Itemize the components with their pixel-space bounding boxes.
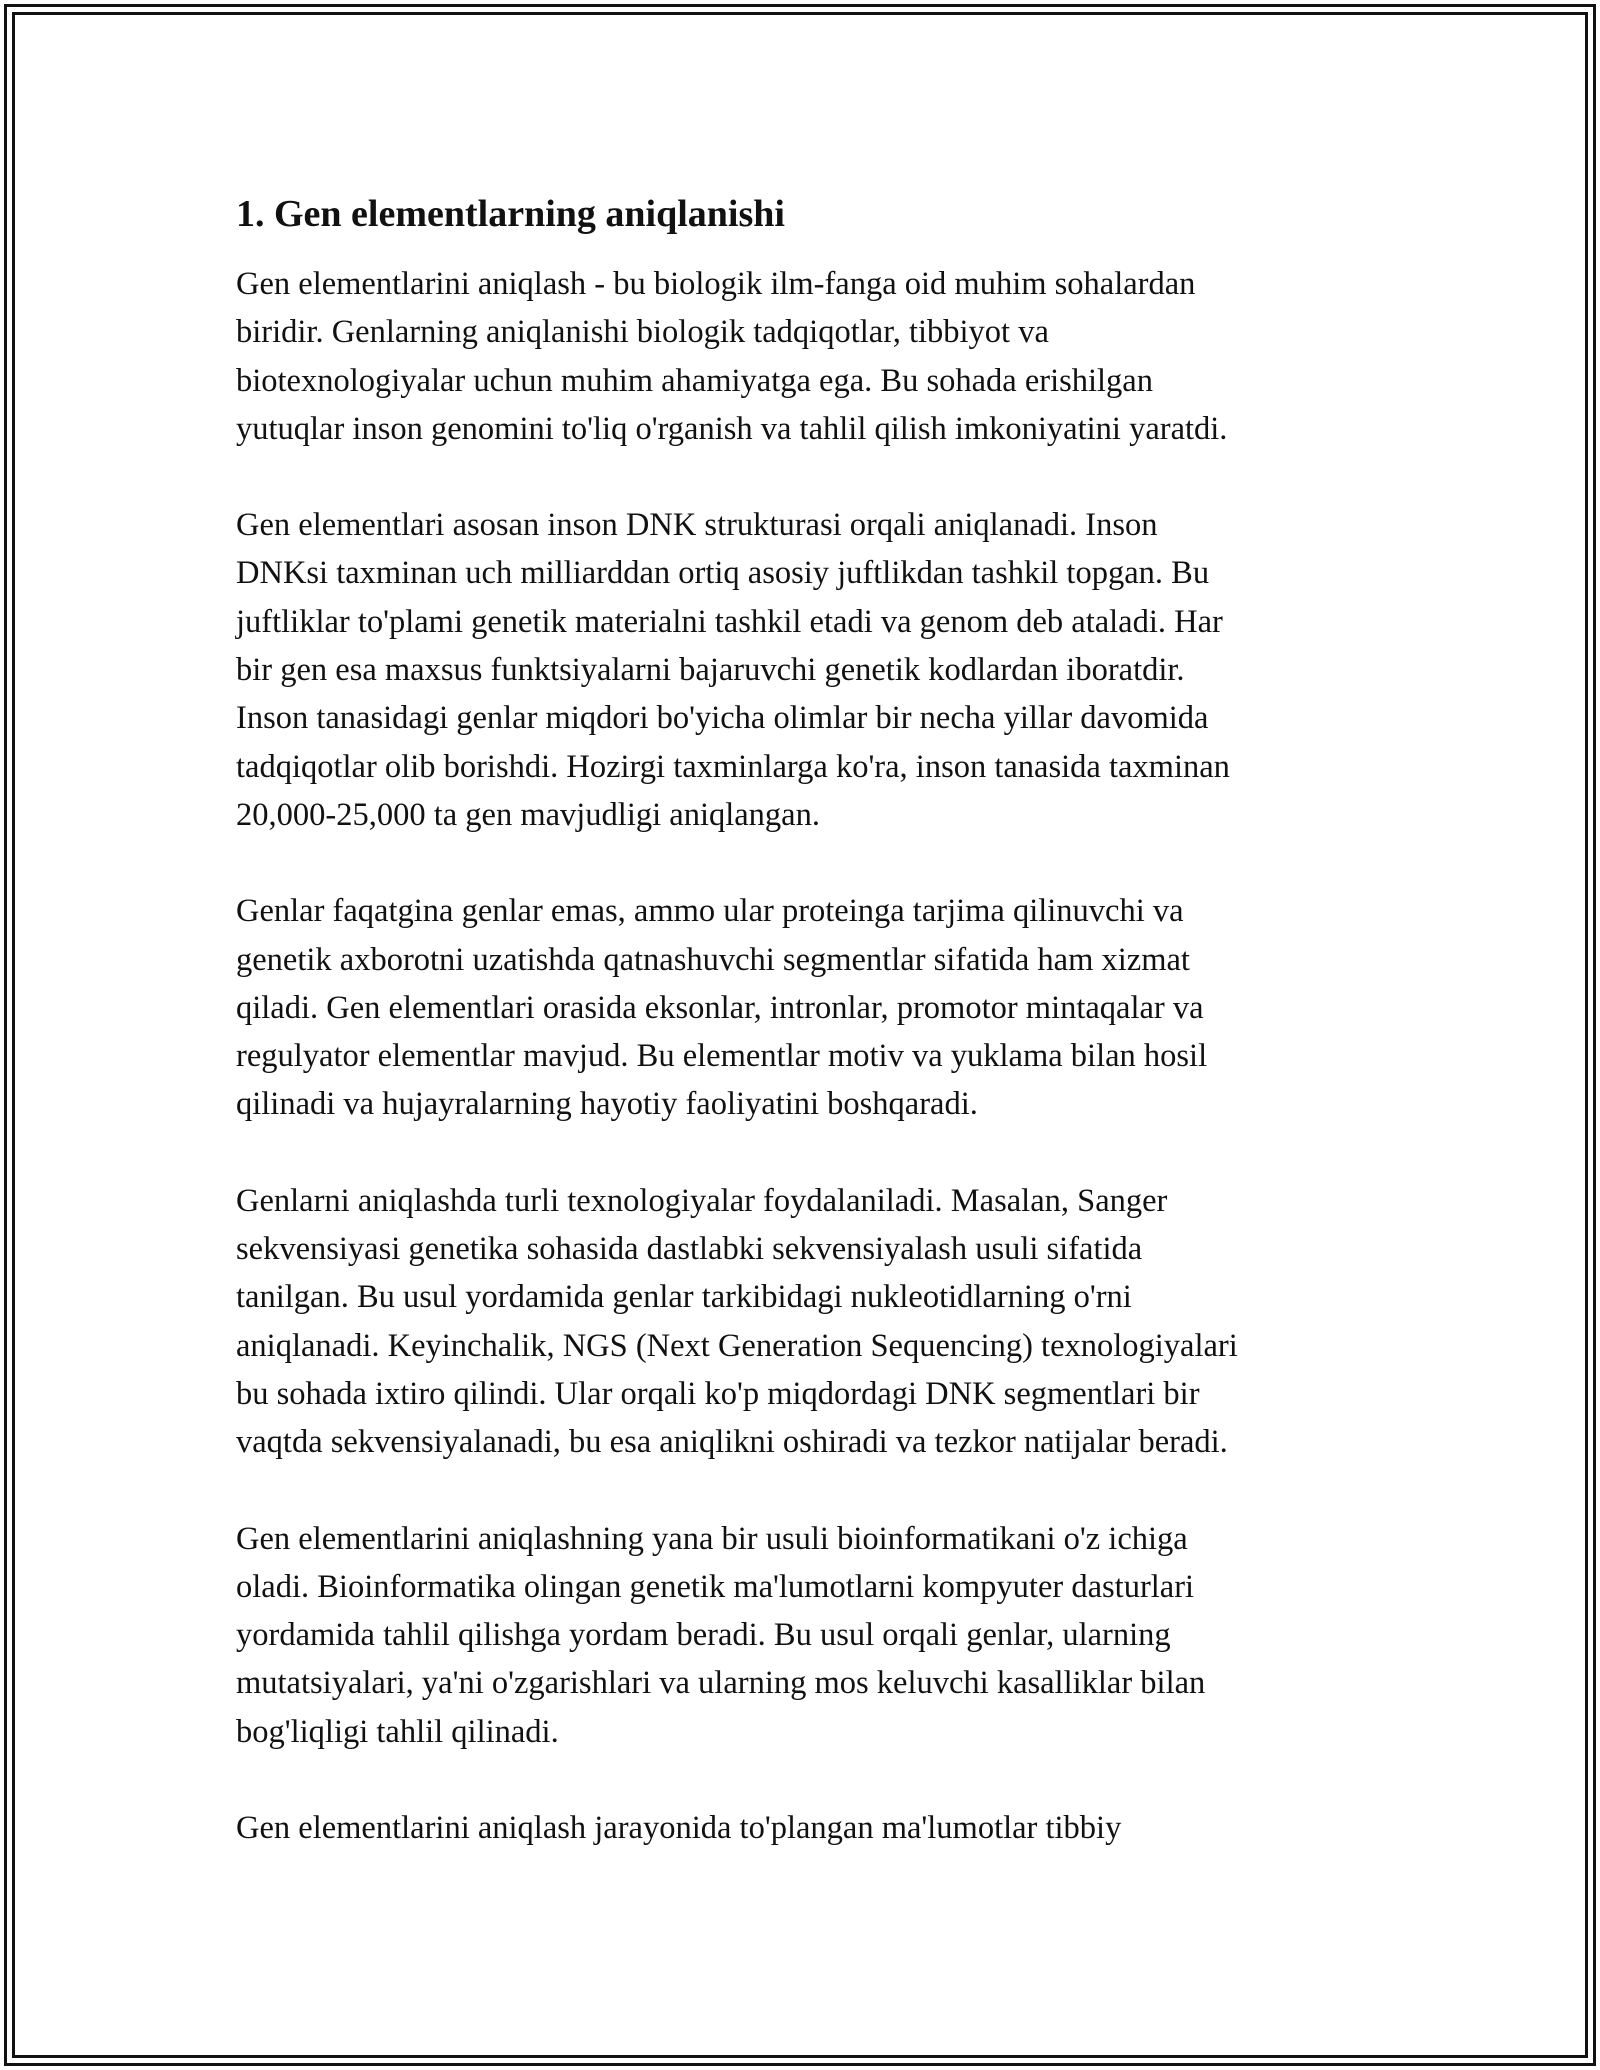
text-line: Inson tanasidagi genlar miqdori bo'yicha olimlar bir necha yillar davomida xyxy=(236,700,1209,737)
section-heading: 1. Gen elementlarning aniqlanishi xyxy=(236,193,785,235)
text-line: genetik axborotni uzatishda qatnashuvchi segmentlar sifatida ham xizmat xyxy=(236,941,1190,978)
text-line: yordamida tahlil qilishga yordam beradi. Bu usul orqali genlar, ularning xyxy=(236,1617,1171,1654)
text-line: Gen elementlarini aniqlash - bu biologik ilm-fanga oid muhim sohalardan xyxy=(236,266,1196,302)
text-line: bog'liqligi tahlil qilinadi. xyxy=(236,1713,559,1750)
text-line: Genlar faqatgina genlar emas, ammo ular proteinga tarjima qilinuvchi va xyxy=(236,893,1184,930)
paragraph-6 xyxy=(236,1804,1396,1852)
paragraph-2 xyxy=(236,501,1396,839)
text-line: aniqlanadi. Keyinchalik, NGS (Next Generation Sequencing) texnologiyalari xyxy=(236,1327,1238,1364)
text-line: tanilgan. Bu usul yordamida genlar tarkibidagi nukleotidlarning o'rni xyxy=(236,1279,1132,1316)
paragraph-5 xyxy=(236,1515,1396,1756)
paragraph-4 xyxy=(236,1177,1396,1467)
text-line: biotexnologiyalar uchun muhim ahamiyatga ega. Bu sohada erishilgan xyxy=(236,362,1153,399)
text-line: yutuqlar inson genomini to'liq o'rganish va tahlil qilish imkoniyatini yaratdi. xyxy=(236,410,1228,447)
text-line: Gen elementlari asosan inson DNK strukturasi orqali aniqlanadi. Inson xyxy=(236,507,1158,544)
paragraph-1 xyxy=(236,260,1396,453)
text-line: sekvensiyasi genetika sohasida dastlabki sekvensiyalash usuli sifatida xyxy=(236,1231,1143,1268)
text-line: Gen elementlarini aniqlashning yana bir usuli bioinformatikani o'z ichiga xyxy=(236,1520,1188,1557)
text-line: Genlarni aniqlashda turli texnologiyalar foydalaniladi. Masalan, Sanger xyxy=(236,1182,1168,1219)
text-line: bu sohada ixtiro qilindi. Ular orqali ko'p miqdordagi DNK segmentlari bir xyxy=(236,1375,1200,1412)
text-line: bir gen esa maxsus funktsiyalarni bajaruvchi genetik kodlardan iboratdir. xyxy=(236,652,1185,689)
paragraph-3 xyxy=(236,887,1396,1128)
text-line: biridir. Genlarning aniqlanishi biologik tadqiqotlar, tibbiyot va xyxy=(236,314,1049,351)
text-line: oladi. Bioinformatika olingan genetik ma'lumotlarni kompyuter dasturlari xyxy=(236,1568,1195,1605)
text-line: regulyator elementlar mavjud. Bu elementlar motiv va yuklama bilan hosil xyxy=(236,1038,1208,1075)
text-line: qiladi. Gen elementlari orasida eksonlar, intronlar, promotor mintaqalar va xyxy=(236,989,1204,1026)
text-line: 20,000-25,000 ta gen mavjudligi aniqlangan. xyxy=(236,796,820,833)
text-line: tadqiqotlar olib borishdi. Hozirgi taxminlarga ko'ra, inson tanasida taxminan xyxy=(236,748,1230,785)
text-line: Gen elementlarini aniqlash jarayonida to'plangan ma'lumotlar tibbiy xyxy=(236,1810,1122,1847)
text-line: mutatsiyalari, ya'ni o'zgarishlari va ularning mos keluvchi kasalliklar bilan xyxy=(236,1665,1206,1702)
text-line: vaqtda sekvensiyalanadi, bu esa aniqlikni oshiradi va tezkor natijalar beradi. xyxy=(236,1424,1228,1461)
document-body xyxy=(236,190,1396,1900)
text-line: qilinadi va hujayralarning hayotiy faoliyatini boshqaradi. xyxy=(236,1086,978,1123)
text-line: DNKsi taxminan uch milliarddan ortiq asosiy juftlikdan tashkil topgan. Bu xyxy=(236,555,1210,592)
text-line: juftliklar to'plami genetik materialni tashkil etadi va genom deb ataladi. Har xyxy=(236,603,1223,640)
